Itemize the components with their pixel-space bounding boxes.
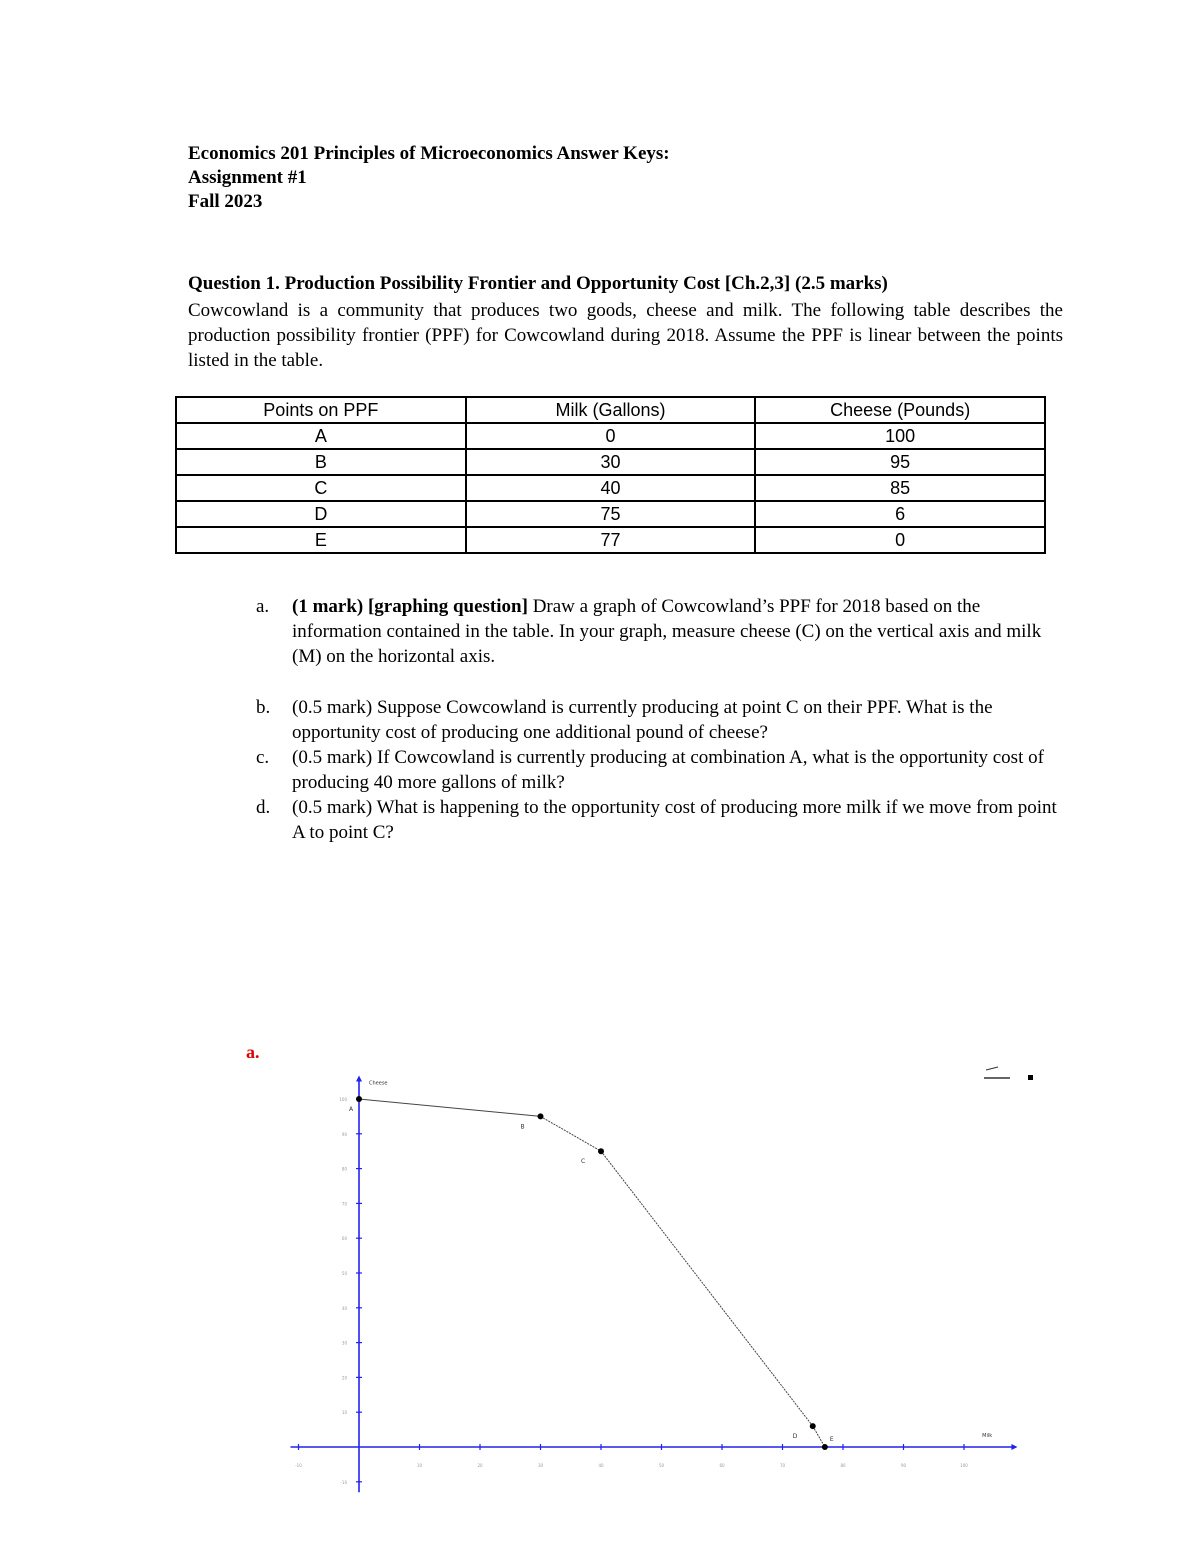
subquestion-text: (0.5 mark) Suppose Cowcowland is currently producing at point C on their PPF. What is the opportunity cost of producing one additional pound of cheese?	[292, 697, 993, 743]
chart-ticks	[295, 1097, 968, 1485]
table-header-cell: Points on PPF	[176, 397, 466, 423]
x-axis-title: Milk	[982, 1433, 993, 1439]
y-tick-label: 10	[341, 1410, 347, 1416]
table-cell: 30	[466, 449, 756, 475]
y-tick-label: -10	[340, 1479, 347, 1485]
question-1-title: Question 1. Production Possibility Frontier and Opportunity Cost [Ch.2,3] (2.5 marks)	[188, 273, 888, 294]
y-tick-label: 50	[341, 1271, 347, 1276]
x-tick-label: -10	[295, 1463, 302, 1468]
x-tick-label: 50	[658, 1463, 665, 1468]
table-cell: 95	[755, 449, 1045, 475]
x-tick-label: 60	[719, 1463, 725, 1468]
ppf-point-a	[356, 1096, 362, 1102]
answer-label: a.	[246, 1042, 260, 1062]
ppf-point-label: A	[349, 1106, 354, 1113]
x-tick-label: 80	[840, 1463, 846, 1468]
chart-axes	[291, 1076, 1018, 1493]
table-cell: 75	[466, 501, 756, 527]
subquestion-text: (0.5 mark) What is happening to the opportunity cost of producing more milk if we move from point A to point C?	[292, 797, 1057, 843]
x-tick-label: 70	[779, 1463, 786, 1468]
y-tick-label: 70	[341, 1201, 347, 1207]
table-cell: 100	[755, 423, 1045, 449]
ppf-point-label: B	[520, 1123, 525, 1131]
ppf-segment	[359, 1099, 541, 1116]
table-header-cell: Milk (Gallons)	[466, 397, 756, 423]
subquestion-marker: b.	[256, 697, 271, 718]
y-tick-label: 90	[341, 1131, 347, 1137]
course-title: Economics 201 Principles of Microeconomics Answer Keys:	[188, 143, 670, 164]
table-cell: A	[176, 423, 466, 449]
y-tick-label: 20	[341, 1375, 347, 1381]
ppf-point-e	[822, 1444, 828, 1450]
table-cell: D	[176, 501, 466, 527]
ppf-segment	[541, 1116, 602, 1151]
x-tick-label: 20	[477, 1463, 483, 1468]
table-cell: 0	[755, 527, 1045, 553]
chart-series	[349, 1096, 834, 1450]
y-tick-label: 100	[339, 1097, 347, 1102]
table-cell: C	[176, 475, 466, 501]
table-cell: 40	[466, 475, 756, 501]
x-tick-label: 100	[960, 1463, 968, 1468]
y-axis-title: Cheese	[369, 1080, 388, 1087]
subquestion-marker: d.	[256, 797, 271, 818]
table-header-cell: Cheese (Pounds)	[755, 397, 1045, 423]
ppf-point-label: C	[581, 1158, 586, 1166]
x-tick-label: 40	[598, 1463, 604, 1468]
ppf-point-b	[538, 1113, 544, 1119]
y-tick-label: 30	[341, 1340, 347, 1346]
x-tick-label: 10	[416, 1463, 423, 1468]
table-cell: 77	[466, 527, 756, 553]
y-axis-arrow-icon	[356, 1076, 362, 1082]
table-cell: 85	[755, 475, 1045, 501]
subquestion-mark: (1 mark)	[292, 596, 364, 617]
subquestion-marker: a.	[256, 596, 270, 617]
legend-icon	[984, 1067, 1033, 1080]
ppf-segment	[601, 1151, 813, 1426]
ppf-point-label: D	[792, 1433, 798, 1441]
subquestion-text: Draw a graph of Cowcowland’s PPF for 2018 based on the information contained in the table. In your graph, measure cheese (C) on the vertical axis and milk (M) on the horizontal axis.	[292, 596, 1042, 667]
x-tick-label: 90	[900, 1463, 907, 1468]
table-cell: 0	[466, 423, 756, 449]
term-label: Fall 2023	[188, 191, 263, 212]
subquestion-marker: c.	[256, 747, 270, 768]
ppf-point-c	[598, 1148, 604, 1154]
assignment-title: Assignment #1	[188, 167, 307, 188]
ppf-segment	[813, 1426, 825, 1447]
y-tick-label: 60	[341, 1236, 347, 1242]
y-tick-label: 40	[341, 1305, 347, 1311]
subquestion-tag: [graphing question]	[367, 596, 528, 617]
ppf-point-label: E	[829, 1436, 834, 1443]
y-tick-label: 80	[341, 1166, 347, 1172]
subquestion-text: (0.5 mark) If Cowcowland is currently producing at combination A, what is the opportunity cost of producing 40 more gallons of milk?	[292, 747, 1044, 793]
x-axis-arrow-icon	[1011, 1444, 1017, 1450]
ppf-point-d	[810, 1423, 816, 1429]
question-1-intro: Cowcowland is a community that produces two goods, cheese and milk. The following table describes the production possibility frontier (PPF) for Cowcowland during 2018. Assume the PPF is linear between the points listed in the table.	[188, 300, 1063, 371]
x-tick-label: 30	[537, 1463, 544, 1468]
table-cell: E	[176, 527, 466, 553]
table-cell: B	[176, 449, 466, 475]
table-cell: 6	[755, 501, 1045, 527]
